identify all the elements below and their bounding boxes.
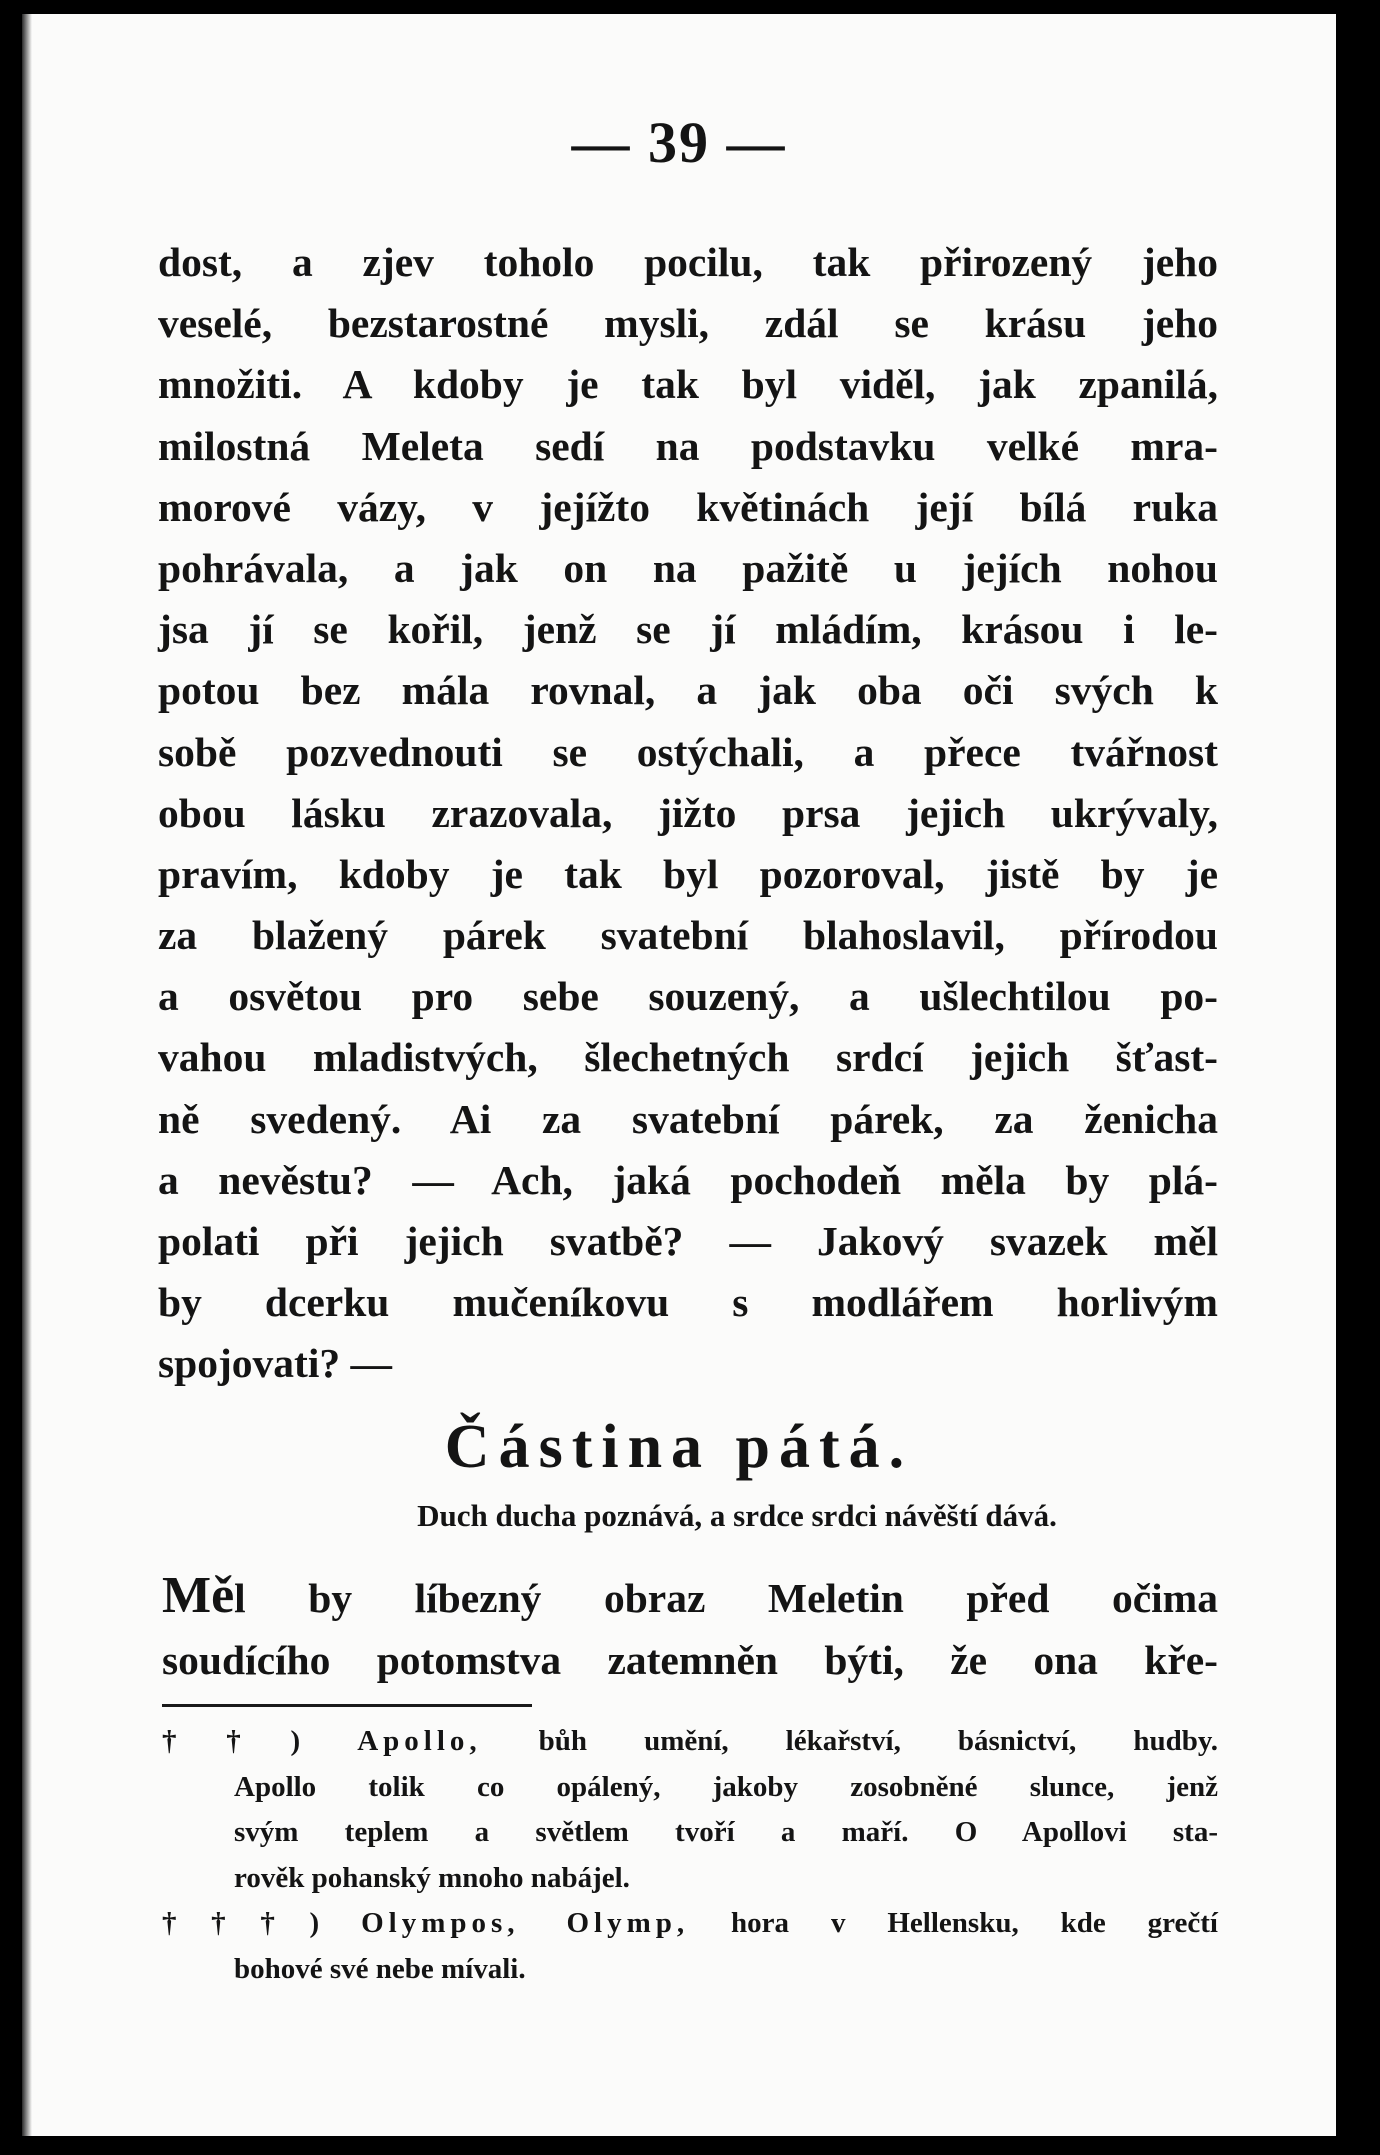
text-line: by dcerku mučeníkovu s modlářem horlivým [158,1279,1218,1326]
text-line: spojovati? — [158,1340,393,1387]
footnote-term: Olympos, Olymp, [361,1907,690,1939]
text-line: množiti. A kdoby je tak byl viděl, jak zpanilá, [158,361,1218,408]
text-line: vahou mladistvých, šlechetných srdcí jejich šťast- [158,1034,1218,1081]
text-line: morové vázy, v jejížto květinách její bílá ruka [158,483,1218,530]
text-line: soudícího potomstva zatemněn býti, že ona kře- [162,1637,1218,1683]
text-line [162,1564,1218,1628]
footnote-line: bohové své nebe mívali. [234,1952,526,1985]
chapter-paragraph [162,1564,1218,1692]
text-line: milostná Meleta sedí na podstavku velké mra- [158,422,1218,469]
footnote-line: svým teplem a světlem tvoří a maří. O Apollovi sta- [234,1816,1218,1848]
book-page [22,14,1336,2136]
text-fragment: hora v Hellensku, kde grečtí [731,1907,1218,1939]
text-fragment: bůh umění, lékařství, básnictví, hudby. [538,1725,1218,1757]
footnotes [162,1719,1218,1992]
text-line: potou bez mála rovnal, a jak oba oči svých k [158,667,1218,714]
text-line: jsa jí se kořil, jenž se jí mládím, krásou i le- [158,606,1218,653]
footnote-line [162,1901,1218,1947]
text-line: pravím, kdoby je tak byl pozoroval, jistě by je [158,850,1218,897]
chapter-motto: Duch ducha poznává, a srdce srdci návěští dává. [417,1498,1057,1533]
chapter-heading: Částina pátá. [444,1413,914,1481]
footnote-line: rověk pohanský mnoho nabájel. [234,1861,630,1894]
text-line: dost, a zjev toholo pocilu, tak přirozený jeho [158,239,1218,285]
text-line: obou lásku zrazovala, jižto prsa jejich ukrývaly, [158,789,1218,836]
text-line: za blažený párek svatební blahoslavil, přírodou [158,912,1218,959]
main-paragraph [158,232,1218,1395]
text-line: a nevěstu? — Ach, jaká pochodeň měla by plá- [158,1156,1218,1203]
footnote-line: Apollo tolik co opálený, jakoby zosobněné slunce, jenž [234,1770,1218,1803]
page-number: — 39 — [571,110,787,175]
footnote-mark: ††) [162,1725,301,1757]
footnote-divider [162,1704,532,1707]
text-line: pohrávala, a jak on na pažitě u jejích nohou [158,544,1218,591]
text-line: a osvětou pro sebe souzený, a ušlechtilou po- [158,973,1218,1020]
drop-cap: Mě [162,1567,235,1624]
text-fragment: l by líbezný obraz Meletin před očima [234,1575,1218,1621]
text-line: sobě pozvednouti se ostýchali, a přece tvářnost [158,728,1218,775]
page-edge-shadow [22,14,32,2136]
footnote-line [162,1719,1218,1765]
footnote-term: Apollo, [357,1725,482,1757]
footnote-mark: †††) [162,1907,320,1939]
text-line: polati při jejich svatbě? — Jakový svazek měl [158,1218,1218,1264]
text-line: ně svedený. Ai za svatební párek, za ženicha [158,1095,1218,1142]
text-line: veselé, bezstarostné mysli, zdál se krásu jeho [158,300,1218,347]
